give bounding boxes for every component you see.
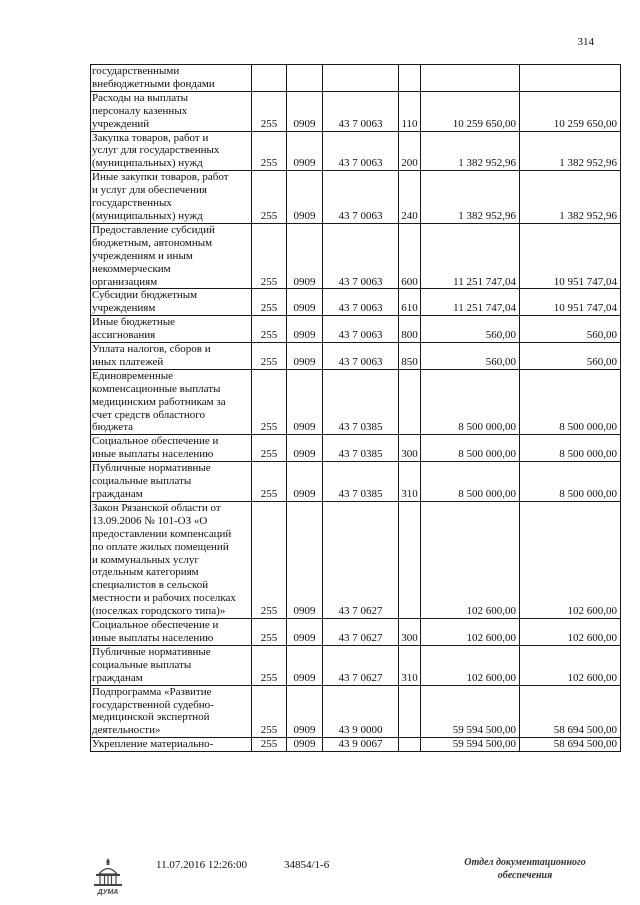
budget-table	[90, 64, 621, 752]
table-row	[91, 289, 621, 316]
cell-expense-type: 800	[399, 316, 421, 343]
item-name-line: услуг для государственных	[92, 144, 220, 157]
item-name-line: государственной судебно-	[92, 698, 214, 711]
cell-item-name	[91, 91, 252, 131]
item-name-line: социальные выплаты	[92, 475, 192, 488]
cell-admin-code: 255	[252, 131, 287, 171]
cell-amount-2: 102 600,00	[520, 645, 621, 685]
cell-section-code: 0909	[287, 462, 323, 502]
cell-admin-code: 255	[252, 619, 287, 646]
item-name-line: Уплата налогов, сборов и	[92, 343, 211, 356]
table-row	[91, 316, 621, 343]
cell-amount-1: 10 259 650,00	[421, 91, 520, 131]
item-name-line: 13.09.2006 № 101-ОЗ «О	[92, 514, 208, 527]
table-row	[91, 501, 621, 618]
cell-expense-type	[399, 501, 421, 618]
item-name-line: деятельности»	[92, 724, 161, 737]
cell-amount-2: 58 694 500,00	[520, 685, 621, 738]
cell-admin-code: 255	[252, 369, 287, 435]
item-name-line: государственных	[92, 197, 172, 210]
item-name-line: иных платежей	[92, 355, 164, 368]
cell-expense-type: 850	[399, 343, 421, 370]
cell-admin-code: 255	[252, 435, 287, 462]
item-name-line: (муниципальных) нужд	[92, 157, 203, 170]
cell-expense-type: 240	[399, 171, 421, 224]
item-name-line: бюджетным, автономным	[92, 236, 213, 249]
item-name-line: внебюджетными фондами	[92, 77, 215, 90]
cell-amount-2: 10 951 747,04	[520, 289, 621, 316]
cell-item-name	[91, 316, 252, 343]
item-name-line: счет средств областного	[92, 408, 205, 421]
cell-target-article: 43 7 0063	[323, 289, 399, 316]
item-name-line: иные выплаты населению	[92, 631, 214, 644]
cell-target-article	[323, 65, 399, 92]
footer-datetime: 11.07.2016 12:26:00	[156, 859, 247, 871]
cell-expense-type	[399, 65, 421, 92]
cell-section-code: 0909	[287, 501, 323, 618]
cell-amount-2: 1 382 952,96	[520, 131, 621, 171]
page-number: 314	[577, 36, 594, 48]
item-name-line: Социальное обеспечение и	[92, 435, 219, 448]
table-row	[91, 685, 621, 738]
cell-target-article: 43 7 0385	[323, 435, 399, 462]
item-name-line: Закупка товаров, работ и	[92, 131, 209, 144]
cell-amount-2: 10 259 650,00	[520, 91, 621, 131]
cell-amount-1: 102 600,00	[421, 619, 520, 646]
cell-admin-code: 255	[252, 501, 287, 618]
cell-target-article: 43 7 0063	[323, 91, 399, 131]
item-name-line: Иные закупки товаров, работ	[92, 171, 229, 184]
footer-department-line2: обеспечения	[497, 870, 553, 881]
cell-item-name	[91, 645, 252, 685]
item-name-line: местности и рабочих поселках	[92, 592, 236, 605]
cell-section-code: 0909	[287, 223, 323, 289]
item-name-line: отдельным категориям	[92, 566, 199, 579]
table-row	[91, 738, 621, 752]
table-row	[91, 65, 621, 92]
item-name-line: компенсационные выплаты	[92, 382, 221, 395]
item-name-line: социальные выплаты	[92, 658, 192, 671]
cell-expense-type: 310	[399, 462, 421, 502]
item-name-line: бюджета	[92, 421, 134, 434]
cell-item-name	[91, 501, 252, 618]
cell-admin-code: 255	[252, 343, 287, 370]
item-name-line: Предоставление субсидий	[92, 223, 215, 236]
cell-target-article: 43 9 0000	[323, 685, 399, 738]
cell-item-name	[91, 171, 252, 224]
cell-target-article: 43 7 0385	[323, 369, 399, 435]
cell-amount-1: 1 382 952,96	[421, 131, 520, 171]
cell-target-article: 43 7 0627	[323, 645, 399, 685]
cell-section-code	[287, 65, 323, 92]
cell-section-code: 0909	[287, 316, 323, 343]
cell-amount-1: 560,00	[421, 343, 520, 370]
cell-amount-1: 1 382 952,96	[421, 171, 520, 224]
cell-target-article: 43 7 0627	[323, 619, 399, 646]
cell-admin-code: 255	[252, 289, 287, 316]
table-row	[91, 343, 621, 370]
item-name-line: Социальное обеспечение и	[92, 619, 219, 632]
cell-amount-1: 59 594 500,00	[421, 685, 520, 738]
cell-section-code: 0909	[287, 171, 323, 224]
cell-item-name	[91, 343, 252, 370]
cell-section-code: 0909	[287, 738, 323, 752]
cell-target-article: 43 7 0063	[323, 316, 399, 343]
cell-amount-2: 560,00	[520, 316, 621, 343]
item-name-line: персоналу казенных	[92, 104, 188, 117]
cell-amount-1	[421, 65, 520, 92]
item-name-line: Единовременные	[92, 369, 174, 382]
cell-item-name	[91, 435, 252, 462]
cell-amount-1: 8 500 000,00	[421, 462, 520, 502]
footer-department-line1: Отдел документационного	[464, 857, 586, 868]
cell-item-name	[91, 738, 252, 752]
cell-amount-1: 8 500 000,00	[421, 369, 520, 435]
table-row	[91, 131, 621, 171]
footer	[0, 848, 640, 905]
item-name-line: иные выплаты населению	[92, 448, 214, 461]
item-name-line: медицинским работникам за	[92, 395, 226, 408]
cell-amount-2: 102 600,00	[520, 501, 621, 618]
item-name-line: медицинской экспертной	[92, 711, 210, 724]
cell-amount-1: 11 251 747,04	[421, 223, 520, 289]
cell-item-name	[91, 223, 252, 289]
cell-item-name	[91, 462, 252, 502]
cell-admin-code: 255	[252, 91, 287, 131]
cell-expense-type	[399, 685, 421, 738]
cell-target-article: 43 7 0063	[323, 223, 399, 289]
item-name-line: (поселках городского типа)»	[92, 605, 226, 618]
item-name-line: специалистов в сельской	[92, 579, 209, 592]
table-row	[91, 223, 621, 289]
cell-admin-code: 255	[252, 462, 287, 502]
cell-section-code: 0909	[287, 343, 323, 370]
cell-section-code: 0909	[287, 369, 323, 435]
cell-section-code: 0909	[287, 685, 323, 738]
cell-amount-1: 102 600,00	[421, 645, 520, 685]
cell-section-code: 0909	[287, 645, 323, 685]
cell-target-article: 43 9 0067	[323, 738, 399, 752]
footer-department	[440, 856, 610, 882]
cell-amount-2: 102 600,00	[520, 619, 621, 646]
item-name-line: организациям	[92, 275, 158, 288]
cell-amount-2	[520, 65, 621, 92]
cell-amount-1: 102 600,00	[421, 501, 520, 618]
item-name-line: Иные бюджетные	[92, 316, 176, 329]
item-name-line: некоммерческим	[92, 262, 171, 275]
cell-section-code: 0909	[287, 91, 323, 131]
cell-item-name	[91, 65, 252, 92]
cell-amount-1: 59 594 500,00	[421, 738, 520, 752]
cell-amount-2: 8 500 000,00	[520, 369, 621, 435]
cell-amount-1: 11 251 747,04	[421, 289, 520, 316]
item-name-line: предоставлении компенсаций	[92, 527, 232, 540]
cell-section-code: 0909	[287, 619, 323, 646]
cell-expense-type: 610	[399, 289, 421, 316]
item-name-line: гражданам	[92, 671, 143, 684]
cell-target-article: 43 7 0063	[323, 343, 399, 370]
cell-amount-2: 58 694 500,00	[520, 738, 621, 752]
cell-amount-1: 8 500 000,00	[421, 435, 520, 462]
cell-expense-type: 110	[399, 91, 421, 131]
table-row	[91, 645, 621, 685]
table-row	[91, 462, 621, 502]
item-name-line: гражданам	[92, 488, 143, 500]
cell-item-name	[91, 131, 252, 171]
cell-item-name	[91, 289, 252, 316]
item-name-line: Публичные нормативные	[92, 462, 211, 475]
cell-admin-code	[252, 65, 287, 92]
table-row	[91, 171, 621, 224]
cell-admin-code: 255	[252, 223, 287, 289]
item-name-line: Субсидии бюджетным	[92, 289, 198, 302]
table-row	[91, 435, 621, 462]
logo-text: ДУМА	[97, 889, 119, 896]
item-name-line: Публичные нормативные	[92, 645, 211, 658]
item-name-line: Расходы на выплаты	[92, 91, 189, 104]
cell-admin-code: 255	[252, 645, 287, 685]
item-name-line: Укрепление материально-	[92, 738, 214, 751]
item-name-line: и услуг для обеспечения	[92, 184, 207, 197]
cell-amount-2: 1 382 952,96	[520, 171, 621, 224]
cell-amount-2: 8 500 000,00	[520, 462, 621, 502]
cell-admin-code: 255	[252, 685, 287, 738]
cell-target-article: 43 7 0385	[323, 462, 399, 502]
item-name-line: и коммунальных услуг	[92, 553, 199, 566]
duma-logo-icon	[90, 856, 126, 896]
cell-amount-2: 10 951 747,04	[520, 223, 621, 289]
footer-doc-number: 34854/1-6	[284, 859, 330, 871]
table-row	[91, 369, 621, 435]
cell-target-article: 43 7 0063	[323, 171, 399, 224]
cell-expense-type: 200	[399, 131, 421, 171]
cell-item-name	[91, 369, 252, 435]
cell-amount-2: 560,00	[520, 343, 621, 370]
cell-admin-code: 255	[252, 738, 287, 752]
cell-section-code: 0909	[287, 131, 323, 171]
cell-item-name	[91, 619, 252, 646]
cell-section-code: 0909	[287, 435, 323, 462]
cell-expense-type: 310	[399, 645, 421, 685]
table-row	[91, 619, 621, 646]
item-name-line: по оплате жилых помещений	[92, 540, 229, 553]
cell-admin-code: 255	[252, 171, 287, 224]
cell-expense-type: 300	[399, 435, 421, 462]
table-row	[91, 91, 621, 131]
cell-expense-type	[399, 738, 421, 752]
item-name-line: Подпрограмма «Развитие	[92, 685, 212, 698]
cell-admin-code: 255	[252, 316, 287, 343]
item-name-line: Закон Рязанской области от	[92, 501, 221, 514]
cell-expense-type	[399, 369, 421, 435]
cell-expense-type: 600	[399, 223, 421, 289]
item-name-line: государственными	[92, 65, 180, 77]
cell-amount-1: 560,00	[421, 316, 520, 343]
item-name-line: ассигнования	[92, 329, 156, 342]
cell-expense-type: 300	[399, 619, 421, 646]
cell-target-article: 43 7 0063	[323, 131, 399, 171]
cell-amount-2: 8 500 000,00	[520, 435, 621, 462]
item-name-line: (муниципальных) нужд	[92, 209, 203, 222]
item-name-line: учреждений	[92, 117, 150, 130]
cell-section-code: 0909	[287, 289, 323, 316]
item-name-line: учреждениям и иным	[92, 249, 193, 262]
item-name-line: учреждениям	[92, 302, 156, 315]
cell-item-name	[91, 685, 252, 738]
cell-target-article: 43 7 0627	[323, 501, 399, 618]
